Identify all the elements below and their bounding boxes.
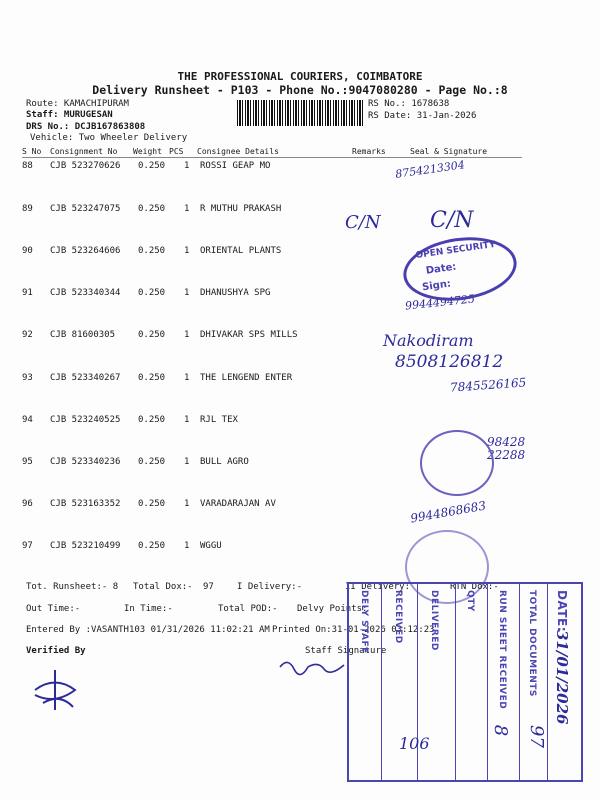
row-pcs: 1 — [184, 457, 190, 467]
row-consignee: DHANUSHYA SPG — [200, 288, 271, 298]
signature-row-96: 9944868683 — [409, 498, 487, 526]
stamp-line3: Sign: — [421, 278, 452, 294]
row-pcs: 1 — [184, 288, 190, 298]
row-weight: 0.250 — [138, 330, 166, 340]
row-weight: 0.250 — [138, 161, 166, 171]
row-sno: 95 — [22, 457, 33, 467]
rs-date: RS Date: 31-Jan-2026 — [368, 111, 477, 121]
row-sno: 89 — [22, 204, 33, 214]
row-weight: 0.250 — [138, 373, 166, 383]
stamp-label-delivered: DELIVERED — [429, 590, 439, 651]
delvy-points: Delvy Points: — [297, 604, 368, 614]
company-seal-stamp — [399, 230, 521, 307]
receipt-box-stamp — [347, 582, 583, 782]
row-consignment: CJB 523340344 — [50, 288, 121, 298]
stamp-runsheet-value: 8 — [490, 724, 512, 737]
stamp-label-date: DATE: — [555, 590, 569, 632]
signature-row-92-phone: 8508126812 — [395, 352, 504, 372]
round-stamp — [420, 430, 494, 496]
remark-row-89: C/N — [345, 212, 381, 233]
row-consignee: RJL TEX — [200, 415, 238, 425]
row-consignment: CJB 523264606 — [50, 246, 121, 256]
signature-row-88: 8754213304 — [394, 158, 466, 181]
row-sno: 90 — [22, 246, 33, 256]
row-pcs: 1 — [184, 499, 190, 509]
row-weight: 0.250 — [138, 457, 166, 467]
company-title: THE PROFESSIONAL COURIERS, COIMBATORE — [177, 70, 423, 83]
col-consignee: Consignee Details — [197, 147, 279, 156]
row-consignment: CJB 523270626 — [50, 161, 121, 171]
row-sno: 96 — [22, 499, 33, 509]
row-consignee: ORIENTAL PLANTS — [200, 246, 282, 256]
signature-row-91: 9944494725 — [404, 292, 476, 313]
rs-number: RS No.: 1678638 — [368, 99, 450, 109]
row-pcs: 1 — [184, 330, 190, 340]
table-row — [22, 246, 352, 260]
staff-signature-label: Staff Signature — [305, 646, 387, 656]
runsheet-title: Delivery Runsheet - P103 - Phone No.:9047080280 - Page No.:8 — [92, 83, 508, 97]
row-weight: 0.250 — [138, 415, 166, 425]
col-seal-signature: Seal & Signature — [410, 147, 488, 156]
table-row — [22, 373, 352, 387]
signature-row-92-name: Nakodiram — [383, 331, 474, 350]
in-time: In Time:- — [124, 604, 173, 614]
row-sno: 93 — [22, 373, 33, 383]
table-row — [22, 415, 352, 429]
table-row — [22, 457, 352, 471]
tot-runsheet: Tot. Runsheet:- 8 — [26, 582, 119, 592]
signature-row-93: 7845526165 — [449, 375, 527, 395]
row-sno: 91 — [22, 288, 33, 298]
stamp-line1: OPEN SECURITY — [415, 239, 497, 261]
row-consignee: BULL AGRO — [200, 457, 249, 467]
verified-signature-mark — [25, 665, 85, 715]
signature-row-94: 98428 22288 — [487, 435, 526, 462]
row-consignee: R MUTHU PRAKASH — [200, 204, 282, 214]
verified-by: Verified By — [26, 646, 86, 656]
row-pcs: 1 — [184, 161, 190, 171]
row-consignment: CJB 81600305 — [50, 330, 116, 340]
stamp-col — [455, 584, 488, 780]
table-row — [22, 541, 352, 555]
row-weight: 0.250 — [138, 499, 166, 509]
col-consignment: Consignment No — [50, 147, 118, 156]
row-consignee: ROSSI GEAP MO — [200, 161, 271, 171]
row-pcs: 1 — [184, 541, 190, 551]
staff-signature-mark — [278, 655, 348, 677]
row-weight: 0.250 — [138, 541, 166, 551]
stamp-qty-value: 106 — [399, 734, 430, 753]
row-weight: 0.250 — [138, 288, 166, 298]
total-dox-value: 97 — [203, 582, 214, 592]
stamp-label-dely-staff: DELY STAFF — [359, 590, 369, 654]
row-consignee: WGGU — [200, 541, 222, 551]
row-consignment: CJB 523163352 — [50, 499, 121, 509]
row-sno: 94 — [22, 415, 33, 425]
table-row — [22, 288, 352, 302]
printed-on: Printed On:31-01-2026 03:12:23 — [272, 625, 435, 635]
row-pcs: 1 — [184, 415, 190, 425]
vehicle-label: Vehicle: Two Wheeler Delivery — [30, 133, 188, 143]
table-row — [22, 330, 352, 344]
row-pcs: 1 — [184, 373, 190, 383]
stamp-label-received: RECEIVED — [393, 590, 403, 644]
row-consignment: CJB 523340236 — [50, 457, 121, 467]
rtn-dox: RTN Dox:- — [450, 582, 499, 592]
row-consignment: CJB 523247075 — [50, 204, 121, 214]
row-consignee: DHIVAKAR SPS MILLS — [200, 330, 298, 340]
barcode — [237, 100, 365, 126]
out-time: Out Time:- — [26, 604, 81, 614]
row-weight: 0.250 — [138, 246, 166, 256]
stamp-date-value: 31/01/2026 — [553, 630, 571, 725]
col-remarks: Remarks — [352, 147, 386, 156]
row-consignment: CJB 523340267 — [50, 373, 121, 383]
total-pod: Total POD:- — [218, 604, 278, 614]
stamp-line2: Date: — [425, 261, 458, 277]
i-delivery: I Delivery:- — [237, 582, 303, 592]
row-sno: 92 — [22, 330, 33, 340]
ii-delivery: II Delivery: — [345, 582, 411, 592]
row-consignee: THE LENGEND ENTER — [200, 373, 293, 383]
stamp-total-value: 97 — [525, 725, 547, 748]
stamp-label-total-documents: TOTAL DOCUMENTS — [527, 590, 537, 697]
row-consignment: CJB 523210499 — [50, 541, 121, 551]
drs-number: DRS No.: DCJB167863808 — [26, 122, 146, 132]
table-row — [22, 161, 352, 175]
signature-row-89: C/N — [430, 208, 474, 233]
row-pcs: 1 — [184, 204, 190, 214]
stamp-label-runsheet-received: RUN SHEET RECEIVED — [497, 590, 507, 710]
entered-by: Entered By :VASANTH103 01/31/2026 11:02:21 AM — [26, 625, 270, 635]
stamp-label-qty: QTY — [465, 590, 475, 612]
route-label: Route: KAMACHIPURAM — [26, 99, 129, 109]
row-consignee: VARADARAJAN AV — [200, 499, 276, 509]
staff-label: Staff: MURUGESAN — [26, 110, 113, 120]
row-weight: 0.250 — [138, 204, 166, 214]
row-sno: 88 — [22, 161, 33, 171]
col-sno: S No — [22, 147, 42, 156]
row-sno: 97 — [22, 541, 33, 551]
col-weight: Weight — [133, 147, 162, 156]
header-divider — [22, 157, 522, 158]
total-dox-label: Total Dox:- — [133, 582, 193, 592]
table-row — [22, 204, 352, 218]
row-pcs: 1 — [184, 246, 190, 256]
row-consignment: CJB 523240525 — [50, 415, 121, 425]
table-row — [22, 499, 352, 513]
col-pcs: PCS — [169, 147, 184, 156]
